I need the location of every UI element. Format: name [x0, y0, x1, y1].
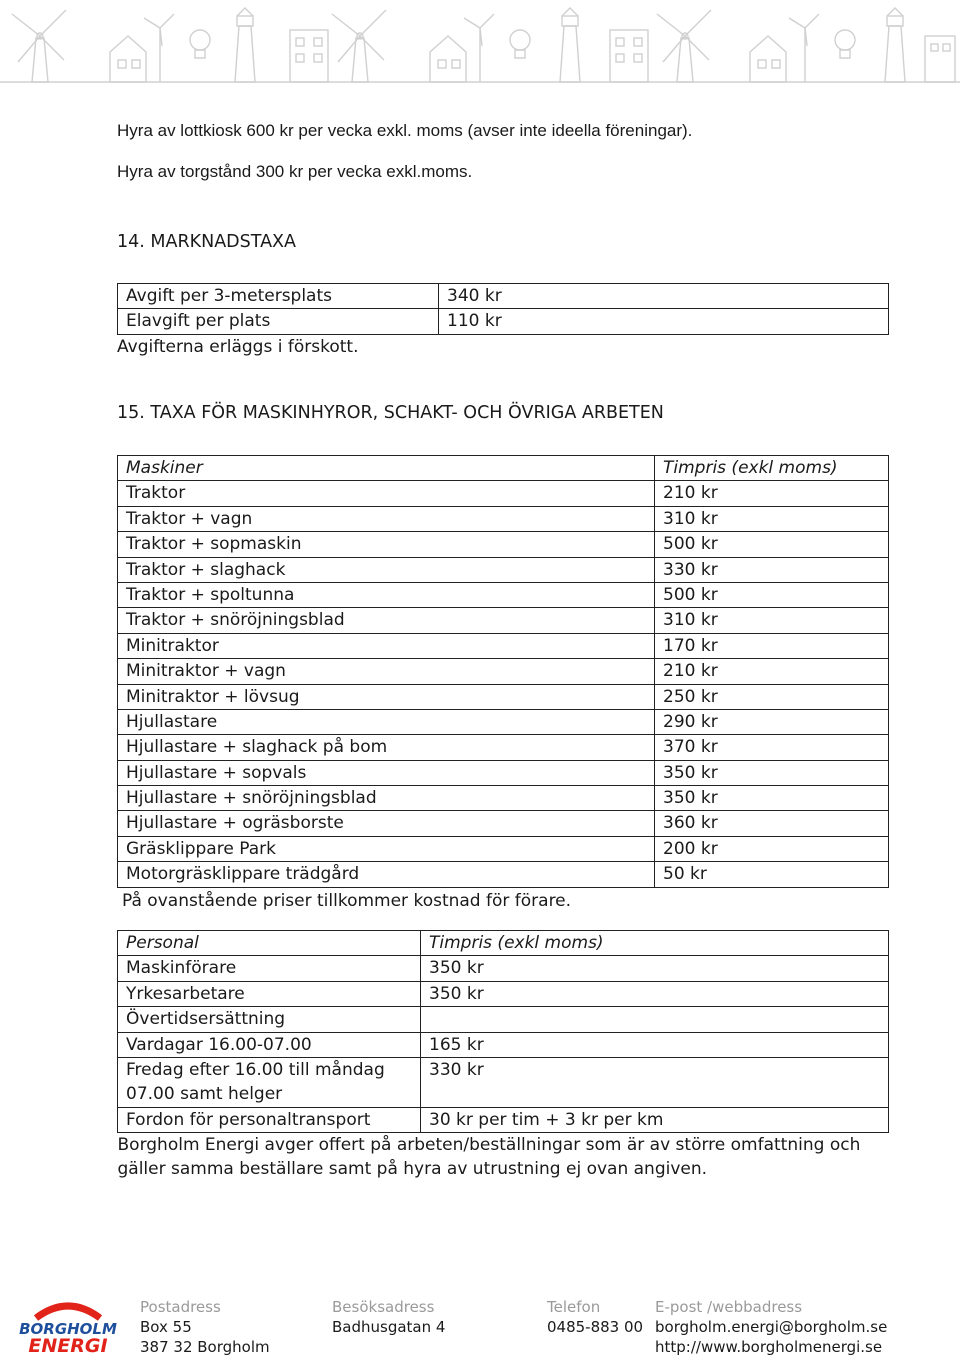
footer-visit-line: Badhusgatan 4	[332, 1318, 446, 1336]
table-row	[118, 811, 889, 836]
personnel-label-multiline	[118, 1057, 421, 1107]
footer-phone-label: Telefon	[547, 1298, 601, 1316]
header-banner-illustration	[0, 0, 960, 92]
footer-visit-label: Besöksadress	[332, 1298, 435, 1316]
machine-rates-table	[117, 455, 889, 888]
machine-label: Hjullastare	[118, 709, 655, 734]
personnel-rates-table	[117, 930, 889, 1181]
machine-price: 500 kr	[655, 582, 889, 607]
table-header-row	[118, 456, 889, 481]
table-row	[118, 1032, 889, 1057]
personnel-price: 165 kr	[421, 1032, 889, 1057]
market-fee-value: 110 kr	[439, 309, 889, 334]
borgholm-energi-logo	[18, 1296, 118, 1354]
footer-phone	[547, 1297, 643, 1337]
personnel-price: 330 kr	[421, 1057, 889, 1107]
machine-price: 170 kr	[655, 633, 889, 658]
table-row	[118, 284, 889, 309]
table-row	[118, 532, 889, 557]
machines-header-price: Timpris (exkl moms)	[655, 456, 889, 481]
footer-email-link[interactable]: borgholm.energi@borgholm.se	[655, 1318, 888, 1336]
machine-label: Minitraktor	[118, 633, 655, 658]
personnel-label: Övertidsersättning	[118, 1007, 421, 1032]
machine-label: Motorgräsklippare trädgård	[118, 862, 655, 887]
table-row	[118, 633, 889, 658]
machine-price: 360 kr	[655, 811, 889, 836]
table-row-note	[118, 1133, 889, 1182]
banner-motif	[0, 8, 960, 82]
personnel-offer-note	[118, 1133, 889, 1182]
offer-note-line: gäller samma beställare samt på hyra av utrustning ej ovan angiven.	[117, 1159, 708, 1180]
personnel-price: 350 kr	[421, 956, 889, 981]
footer-contact	[655, 1297, 887, 1357]
table-header-row	[118, 931, 889, 956]
offer-note-line: Borgholm Energi avger offert på arbeten/beställningar som är av större omfattning och	[117, 1135, 861, 1156]
table-row	[118, 309, 889, 334]
footer-postal-label: Postadress	[140, 1298, 221, 1316]
section-15-heading: 15. TAXA FÖR MASKINHYROR, SCHAKT- OCH ÖVRIGA ARBETEN	[117, 403, 664, 423]
footer-phone-value: 0485-883 00	[547, 1318, 644, 1336]
personnel-label: Fordon för personaltransport	[118, 1107, 421, 1132]
machines-driver-note: På ovanstående priser tillkommer kostnad för förare.	[122, 891, 572, 911]
table-row	[118, 786, 889, 811]
table-row	[118, 735, 889, 760]
personnel-price	[421, 1007, 889, 1032]
section-14-heading: 14. MARKNADSTAXA	[117, 232, 297, 252]
machine-label: Hjullastare + slaghack på bom	[118, 735, 655, 760]
personnel-price: 30 kr per tim + 3 kr per km	[421, 1107, 889, 1132]
machine-price: 500 kr	[655, 532, 889, 557]
table-row	[118, 506, 889, 531]
table-row	[118, 956, 889, 981]
footer-postal	[140, 1297, 270, 1357]
table-row	[118, 659, 889, 684]
machine-price: 210 kr	[655, 481, 889, 506]
machine-price: 200 kr	[655, 836, 889, 861]
table-row	[118, 684, 889, 709]
machines-header-label: Maskiner	[118, 456, 655, 481]
table-row	[118, 557, 889, 582]
table-row	[118, 582, 889, 607]
machine-label: Minitraktor + vagn	[118, 659, 655, 684]
machine-label: Hjullastare + snöröjningsblad	[118, 786, 655, 811]
machine-price: 330 kr	[655, 557, 889, 582]
intro-line-torgstand: Hyra av torgstånd 300 kr per vecka exkl.moms.	[117, 162, 473, 181]
machine-price: 250 kr	[655, 684, 889, 709]
personnel-label: Fredag efter 16.00 till måndag	[126, 1059, 385, 1080]
machine-price: 350 kr	[655, 786, 889, 811]
machine-label: Traktor + spoltunna	[118, 582, 655, 607]
machine-price: 310 kr	[655, 506, 889, 531]
machine-price: 290 kr	[655, 709, 889, 734]
table-row	[118, 1007, 889, 1032]
logo-text-top: BORGHOLM	[19, 1320, 117, 1338]
footer-email-label: E-post /webbadress	[655, 1298, 803, 1316]
logo-arc	[36, 1306, 100, 1318]
footer-postal-line: 387 32 Borgholm	[140, 1338, 270, 1356]
footer-visit	[332, 1297, 445, 1337]
table-row	[118, 1107, 889, 1132]
market-fee-table	[117, 283, 889, 335]
intro-line-lottkiosk: Hyra av lottkiosk 600 kr per vecka exkl. moms (avser inte ideella föreningar).	[117, 121, 693, 140]
market-fee-label: Avgift per 3-metersplats	[118, 284, 439, 309]
personnel-price: 350 kr	[421, 981, 889, 1006]
machine-label: Traktor + vagn	[118, 506, 655, 531]
machine-label: Gräsklippare Park	[118, 836, 655, 861]
machine-label: Minitraktor + lövsug	[118, 684, 655, 709]
table-row	[118, 862, 889, 887]
machine-label: Traktor	[118, 481, 655, 506]
market-fee-value: 340 kr	[439, 284, 889, 309]
market-fee-note: Avgifterna erläggs i förskott.	[117, 337, 359, 357]
machine-price: 210 kr	[655, 659, 889, 684]
machine-price: 310 kr	[655, 608, 889, 633]
personnel-header-label: Personal	[118, 931, 421, 956]
machine-label: Traktor + slaghack	[118, 557, 655, 582]
personnel-label: Maskinförare	[118, 956, 421, 981]
table-row	[118, 481, 889, 506]
table-row	[118, 608, 889, 633]
personnel-label-cont: 07.00 samt helger	[126, 1083, 283, 1104]
market-fee-label: Elavgift per plats	[118, 309, 439, 334]
table-row	[118, 709, 889, 734]
personnel-header-price: Timpris (exkl moms)	[421, 931, 889, 956]
logo-text-bottom: ENERGI	[28, 1335, 108, 1354]
footer-postal-line: Box 55	[140, 1318, 192, 1336]
table-row	[118, 1057, 889, 1107]
machine-price: 50 kr	[655, 862, 889, 887]
machine-label: Traktor + snöröjningsblad	[118, 608, 655, 633]
personnel-label: Yrkesarbetare	[118, 981, 421, 1006]
personnel-label: Vardagar 16.00-07.00	[118, 1032, 421, 1057]
machine-label: Hjullastare + sopvals	[118, 760, 655, 785]
table-row	[118, 760, 889, 785]
table-row	[118, 836, 889, 861]
machine-price: 350 kr	[655, 760, 889, 785]
machine-label: Hjullastare + ogräsborste	[118, 811, 655, 836]
footer-web-link[interactable]: http://www.borgholmenergi.se	[655, 1338, 883, 1356]
machine-price: 370 kr	[655, 735, 889, 760]
machine-label: Traktor + sopmaskin	[118, 532, 655, 557]
table-row	[118, 981, 889, 1006]
